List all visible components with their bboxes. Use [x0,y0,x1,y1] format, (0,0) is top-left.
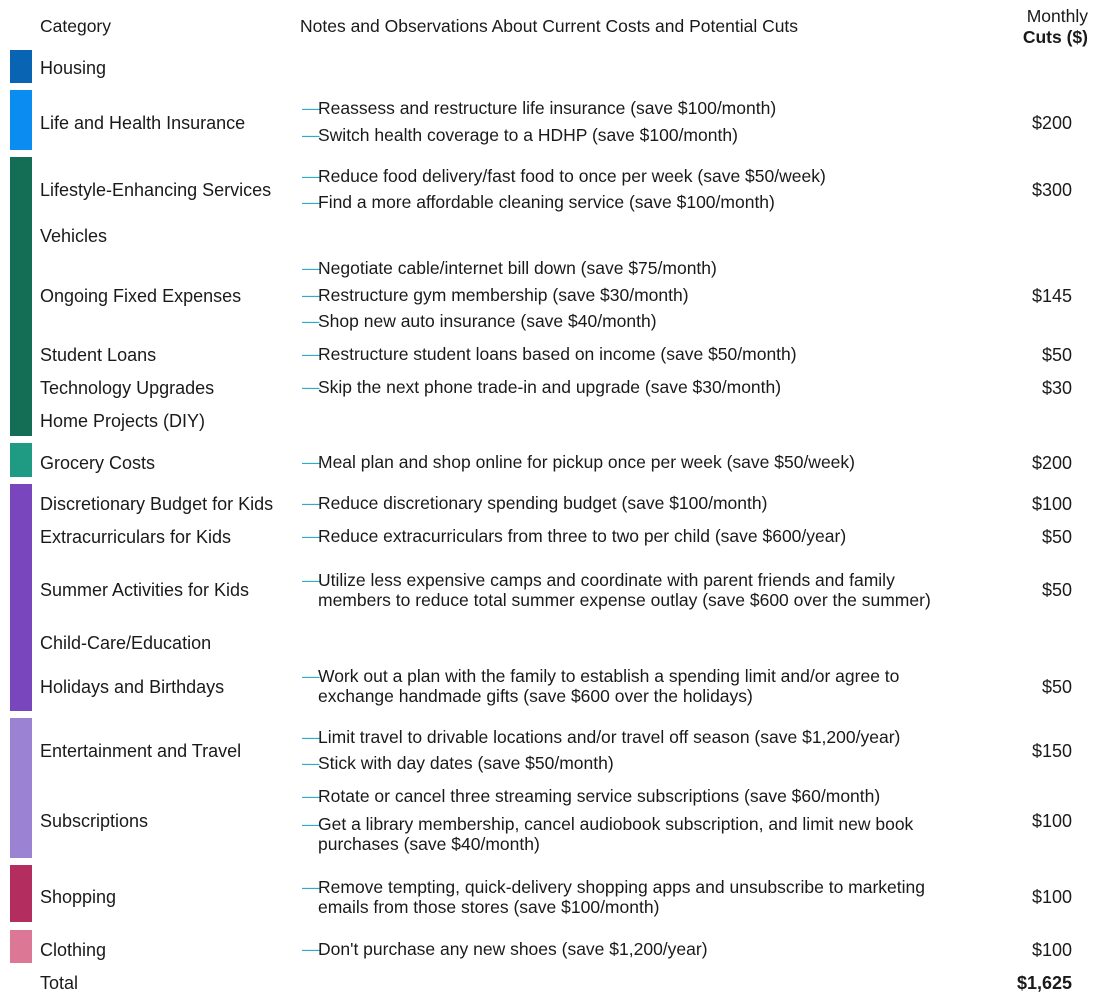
amount-subscriptions: $100 [1031,811,1072,831]
dash-icon: — [302,166,320,186]
category-technology: Technology Upgrades [40,378,215,398]
amount-extracurriculars: $50 [1041,527,1072,547]
monthly-label: Monthly [1026,6,1088,26]
dash-icon: — [302,666,320,686]
dash-icon: — [302,258,320,278]
fixed-costs-bar [10,157,32,436]
category-student-loans: Student Loans [40,345,157,365]
kids-bar [10,484,32,711]
amount-clothing: $100 [1031,940,1072,960]
dash-icon: — [302,452,320,472]
note-item: —Reassess and restructure life insurance (save $100/month) [302,98,777,118]
insurance-bar [10,90,32,150]
note-item: —Switch health coverage to a HDHP (save $100/month) [302,125,738,145]
category-extracurriculars: Extracurriculars for Kids [40,527,232,547]
grocery-bar [10,443,32,477]
category-grocery: Grocery Costs [40,453,156,473]
note-item: —Work out a plan with the family to establish a spending limit and/or agree to exchange handmade gifts (save $600 over the holidays) [302,666,900,706]
note-item: —Reduce food delivery/fast food to once per week (save $50/week) [302,166,826,186]
note-item: —Negotiate cable/internet bill down (save $75/month) [302,258,717,278]
note-item: —Find a more affordable cleaning service (save $100/month) [302,192,775,212]
category-header: Category [40,16,112,36]
category-housing: Housing [40,58,107,78]
category-shopping: Shopping [40,887,117,907]
notes-header: Notes and Observations About Current Costs and Potential Cuts [300,16,799,36]
category-home-projects: Home Projects (DIY) [40,411,206,431]
note-item: —Restructure gym membership (save $30/month) [302,285,689,305]
dash-icon: — [302,526,320,546]
dash-icon: — [302,753,320,773]
category-holidays: Holidays and Birthdays [40,677,225,697]
note-item: —Reduce extracurriculars from three to two per child (save $600/year) [302,526,847,546]
category-summer-activities: Summer Activities for Kids [40,580,250,600]
dash-icon: — [302,939,320,959]
dash-icon: — [302,493,320,513]
monthly-cuts-header [1023,6,1088,48]
category-fixed-expenses: Ongoing Fixed Expenses [40,286,242,306]
note-item: —Limit travel to drivable locations and/or travel off season (save $1,200/year) [302,727,901,747]
note-item: —Shop new auto insurance (save $40/month) [302,311,657,331]
amount-insurance: $200 [1031,113,1072,133]
note-item: —Meal plan and shop online for pickup once per week (save $50/week) [302,452,855,472]
entertainment-bar [10,718,32,858]
dash-icon: — [302,877,320,897]
note-item: —Get a library membership, cancel audiobook subscription, and limit new book purchases (save $40/month) [302,814,914,854]
note-item: —Skip the next phone trade-in and upgrade (save $30/month) [302,377,782,397]
amount-fixed-expenses: $145 [1031,286,1072,306]
shopping-bar [10,865,32,922]
note-item: —Don't purchase any new shoes (save $1,200/year) [302,939,708,959]
note-item: —Stick with day dates (save $50/month) [302,753,614,773]
category-clothing: Clothing [40,940,107,960]
amount-grocery: $200 [1031,453,1072,473]
category-lifestyle: Lifestyle-Enhancing Services [40,180,272,200]
amount-summer-activities: $50 [1041,580,1072,600]
note-item: —Utilize less expensive camps and coordinate with parent friends and family members to reduce total summer expense outlay (save $600 over the summer) [302,570,931,610]
category-discretionary-kids: Discretionary Budget for Kids [40,494,274,514]
note-item: —Rotate or cancel three streaming service subscriptions (save $60/month) [302,786,881,806]
category-vehicles: Vehicles [40,226,108,246]
dash-icon: — [302,344,320,364]
category-total: Total [40,973,79,993]
cuts-label: Cuts ($) [1022,27,1088,47]
dash-icon: — [302,311,320,331]
dash-icon: — [302,786,320,806]
note-item: —Reduce discretionary spending budget (save $100/month) [302,493,768,513]
dash-icon: — [302,727,320,747]
dash-icon: — [302,98,320,118]
note-item: —Restructure student loans based on income (save $50/month) [302,344,797,364]
amount-holidays: $50 [1041,677,1072,697]
category-childcare: Child-Care/Education [40,633,212,653]
dash-icon: — [302,285,320,305]
dash-icon: — [302,125,320,145]
amount-shopping: $100 [1031,887,1072,907]
amount-entertainment: $150 [1031,741,1072,761]
dash-icon: — [302,570,320,590]
category-insurance: Life and Health Insurance [40,113,246,133]
amount-technology: $30 [1041,378,1072,398]
amount-discretionary-kids: $100 [1031,494,1072,514]
note-item: —Remove tempting, quick-delivery shopping apps and unsubscribe to marketing emails from those stores (save $100/month) [302,877,925,917]
dash-icon: — [302,814,320,834]
amount-student-loans: $50 [1041,345,1072,365]
housing-bar [10,50,32,83]
dash-icon: — [302,377,320,397]
category-entertainment: Entertainment and Travel [40,741,242,761]
amount-total: $1,625 [1016,973,1072,993]
dash-icon: — [302,192,320,212]
category-subscriptions: Subscriptions [40,811,149,831]
clothing-bar [10,930,32,963]
amount-lifestyle: $300 [1031,180,1072,200]
